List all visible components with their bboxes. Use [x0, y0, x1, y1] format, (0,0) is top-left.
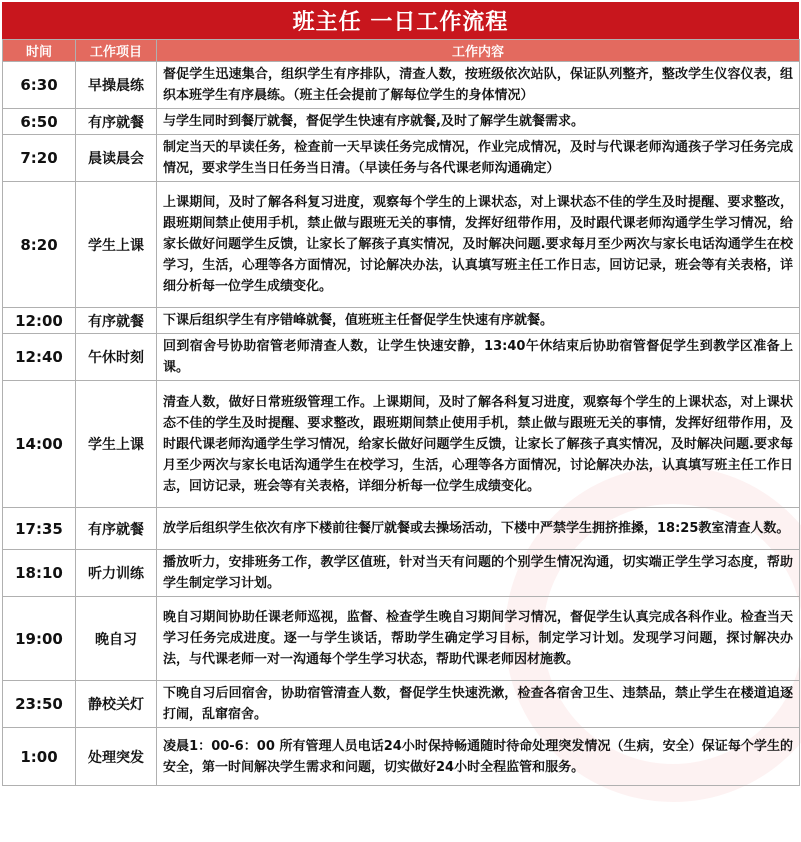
- table-row: [3, 508, 800, 550]
- row-content: 回到宿舍号协助宿管老师清查人数，让学生快速安静，13:40午休结束后协助宿管督促学生到教学区准备上课。: [157, 334, 800, 381]
- row-time: 1:00: [3, 728, 76, 786]
- row-time: 23:50: [3, 681, 76, 728]
- row-item: 有序就餐: [76, 308, 157, 334]
- table-row: [3, 597, 800, 681]
- row-time: 14:00: [3, 381, 76, 508]
- row-content: 与学生同时到餐厅就餐，督促学生快速有序就餐,及时了解学生就餐需求。: [157, 109, 800, 135]
- table-row: [3, 550, 800, 597]
- schedule-document: [2, 2, 799, 786]
- row-time: 19:00: [3, 597, 76, 681]
- schedule-table: [2, 39, 800, 786]
- row-time: 12:00: [3, 308, 76, 334]
- row-content: 下晚自习后回宿舍，协助宿管清查人数，督促学生快速洗漱，检查各宿舍卫生、违禁品，禁止学生在楼道追逐打闹，乱窜宿舍。: [157, 681, 800, 728]
- table-row: [3, 334, 800, 381]
- row-time: 12:40: [3, 334, 76, 381]
- table-row: [3, 728, 800, 786]
- row-content: 上课期间，及时了解各科复习进度，观察每个学生的上课状态，对上课状态不佳的学生及时提醒、要求整改，跟班期间禁止使用手机，禁止做与跟班无关的事情，发挥好纽带作用，及时跟代课老师沟通学生学习情况，给家长做好问题学生反馈，让家长了解孩子真实情况，及时解决问题.要求每月至少两次与家长电话沟通学生在校学习，生活，心理等各方面情况，讨论解决办法，认真填写班主任工作日志，回访记录，班会等有关表格，详细分析每一位学生成绩变化。: [157, 182, 800, 308]
- table-row: [3, 182, 800, 308]
- row-time: 8:20: [3, 182, 76, 308]
- row-item: 早操晨练: [76, 62, 157, 109]
- row-content: 放学后组织学生依次有序下楼前往餐厅就餐或去操场活动，下楼中严禁学生拥挤推搡，18:25教室清查人数。: [157, 508, 800, 550]
- row-content: 晚自习期间协助任课老师巡视，监督、检查学生晚自习期间学习情况，督促学生认真完成各科作业。检查当天学习任务完成进度。逐一与学生谈话，帮助学生确定学习目标，制定学习计划。发现学习问题，探讨解决办法，与代课老师一对一沟通每个学生学习状态，帮助代课老师因材施教。: [157, 597, 800, 681]
- row-item: 学生上课: [76, 381, 157, 508]
- row-time: 18:10: [3, 550, 76, 597]
- table-row: [3, 62, 800, 109]
- row-time: 6:30: [3, 62, 76, 109]
- row-item: 听力训练: [76, 550, 157, 597]
- row-content: 督促学生迅速集合，组织学生有序排队，清查人数，按班级依次站队，保证队列整齐，整改学生仪容仪表，组织本班学生有序晨练。（班主任会提前了解每位学生的身体情况）: [157, 62, 800, 109]
- row-item: 午休时刻: [76, 334, 157, 381]
- row-item: 晨读晨会: [76, 135, 157, 182]
- table-row: [3, 135, 800, 182]
- row-item: 学生上课: [76, 182, 157, 308]
- row-item: 处理突发: [76, 728, 157, 786]
- header-content: 工作内容: [157, 40, 800, 62]
- row-time: 7:20: [3, 135, 76, 182]
- row-item: 晚自习: [76, 597, 157, 681]
- row-content: 下课后组织学生有序错峰就餐，值班班主任督促学生快速有序就餐。: [157, 308, 800, 334]
- row-content: 播放听力，安排班务工作，教学区值班，针对当天有问题的个别学生情况沟通，切实端正学生学习态度，帮助学生制定学习计划。: [157, 550, 800, 597]
- row-item: 有序就餐: [76, 109, 157, 135]
- table-row: [3, 308, 800, 334]
- header-time: 时间: [3, 40, 76, 62]
- row-time: 17:35: [3, 508, 76, 550]
- table-row: [3, 681, 800, 728]
- row-content: 制定当天的早读任务，检查前一天早读任务完成情况，作业完成情况，及时与代课老师沟通孩子学习任务完成情况，要求学生当日任务当日清。（早读任务与各代课老师沟通确定）: [157, 135, 800, 182]
- row-time: 6:50: [3, 109, 76, 135]
- header-item: 工作项目: [76, 40, 157, 62]
- table-header-row: [3, 40, 800, 62]
- document-title: 班主任 一日工作流程: [2, 2, 799, 39]
- row-item: 有序就餐: [76, 508, 157, 550]
- table-row: [3, 381, 800, 508]
- row-content: 凌晨1：00-6：00 所有管理人员电话24小时保持畅通随时待命处理突发情况（生病，安全）保证每个学生的安全，第一时间解决学生需求和问题，切实做好24小时全程监管和服务。: [157, 728, 800, 786]
- row-content: 清查人数，做好日常班级管理工作。上课期间，及时了解各科复习进度，观察每个学生的上课状态，对上课状态不佳的学生及时提醒、要求整改，跟班期间禁止使用手机，禁止做与跟班无关的事情，发挥好纽带作用，及时跟代课老师沟通学生学习情况，给家长做好问题学生反馈，让家长了解孩子真实情况，及时解决问题.要求每月至少两次与家长电话沟通学生在校学习，生活，心理等各方面情况，讨论解决办法，认真填写班主任工作日志，回访记录，班会等有关表格，详细分析每一位学生成绩变化。: [157, 381, 800, 508]
- table-body: [3, 62, 800, 786]
- table-row: [3, 109, 800, 135]
- row-item: 静校关灯: [76, 681, 157, 728]
